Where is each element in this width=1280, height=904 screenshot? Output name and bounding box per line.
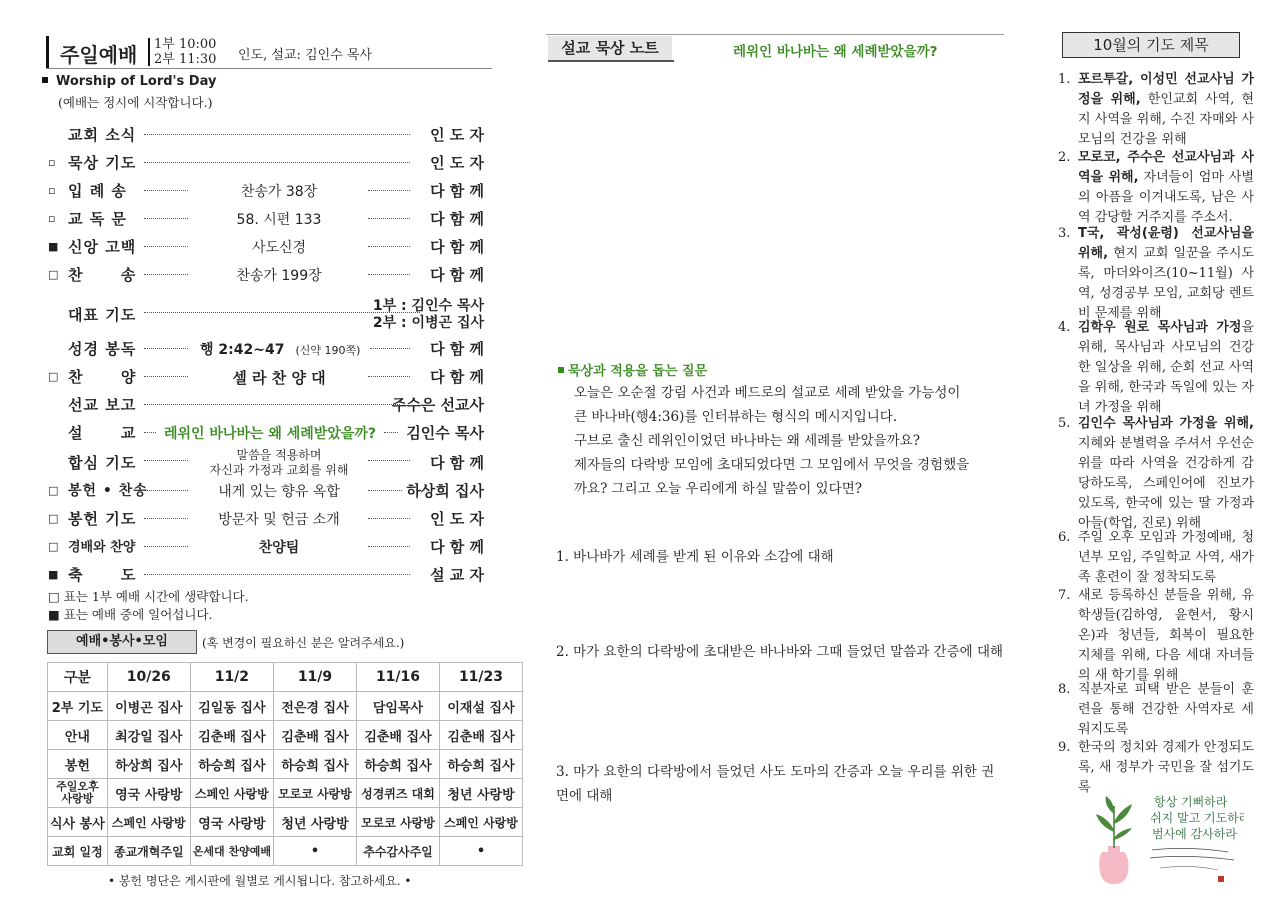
table-cell: 스페인 사랑방 <box>107 808 190 837</box>
legend-filled: ■ 표는 예배 중에 일어섭니다. <box>48 607 213 622</box>
leader-dots <box>144 218 188 219</box>
order-leader: 다 함 께 <box>430 368 484 386</box>
leader-dots <box>368 274 410 275</box>
order-detail: 내게 있는 향유 옥합 <box>218 484 340 500</box>
order-leader: 하상희 집사 <box>406 482 484 500</box>
order-detail-second: 자신과 가정과 교회를 위해 <box>209 463 349 477</box>
leader-dots <box>144 162 410 163</box>
order-detail: 찬송가 38장 <box>240 184 318 200</box>
order-mark: □ <box>48 540 59 553</box>
order-leader: 인 도 자 <box>430 510 484 528</box>
column-header: 11/23 <box>439 663 522 692</box>
leader-dots <box>144 574 410 575</box>
sermon-title-underline <box>548 60 674 62</box>
order-leader: 다 함 께 <box>430 266 484 284</box>
leader-dots <box>368 218 410 219</box>
prayer-item: 6. 주일 오후 모임과 가정예배, 청년부 모임, 주일학교 사역, 새가족 훈련이 잘 정착되도록 <box>1058 530 1254 585</box>
worship-leader: 인도, 설교: 김인수 목사 <box>238 48 372 63</box>
order-mark: □ <box>48 484 59 497</box>
service-note: (혹 변경이 필요하신 분은 알려주세요.) <box>202 636 405 650</box>
table-cell: 추수감사주일 <box>356 837 439 866</box>
leader-dots <box>144 190 188 191</box>
order-mark: □ <box>48 370 59 383</box>
header-rule <box>46 68 492 69</box>
order-leader: 다 함 께 <box>430 538 484 556</box>
order-mark: ▫ <box>48 156 56 169</box>
worship-note: (예배는 정시에 시작합니다.) <box>58 95 213 110</box>
order-name: 대표 기도 <box>68 306 137 324</box>
table-row <box>48 837 523 866</box>
table-cell: 이재설 집사 <box>439 692 522 721</box>
table-cell: 온세대 찬양예배 <box>190 837 273 866</box>
table-cell: 봉헌 <box>48 750 108 779</box>
leader-dots <box>144 246 188 247</box>
table-cell: 스페인 사랑방 <box>190 779 273 808</box>
table-cell: 이병곤 집사 <box>107 692 190 721</box>
leader-dots <box>144 274 188 275</box>
table-cell: 하승희 집사 <box>439 750 522 779</box>
order-name: 축 도 <box>68 566 137 584</box>
order-name: 교회 소식 <box>68 126 137 144</box>
table-cell: • <box>439 837 522 866</box>
order-leader: 주수은 선교사 <box>391 396 484 414</box>
order-row <box>48 338 484 360</box>
table-cell: 하승희 집사 <box>273 750 356 779</box>
order-name: 선교 보고 <box>68 396 137 414</box>
order-leader: 1부 : 김인수 목사 <box>372 298 484 314</box>
leader-dots <box>144 518 188 519</box>
leader-dots <box>144 134 410 135</box>
order-detail: 찬송가 199장 <box>236 268 322 284</box>
table-cell: 교회 일정 <box>48 837 108 866</box>
leader-dots <box>144 460 188 461</box>
order-mark: ▫ <box>48 184 56 197</box>
leader-dots <box>370 348 410 349</box>
table-cell: 식사 봉사 <box>48 808 108 837</box>
leader-dots <box>144 490 188 491</box>
order-leader: 다 함 께 <box>430 182 484 200</box>
order-row <box>48 366 484 388</box>
table-cell: 김춘배 집사 <box>356 721 439 750</box>
time-first: 1부 10:00 <box>154 37 217 52</box>
order-name: 찬 송 <box>68 266 137 284</box>
table-cell: 안내 <box>48 721 108 750</box>
order-mark: ■ <box>48 568 59 581</box>
column-header: 11/2 <box>190 663 273 692</box>
table-cell: 최강일 집사 <box>107 721 190 750</box>
intro-line: 오늘은 오순절 강림 사건과 베드로의 설교로 세례 받았을 가능성이 <box>574 385 961 401</box>
prayer-title: 10월의 기도 제목 <box>1062 32 1240 58</box>
legend-open: □ 표는 1부 예배 시간에 생략합니다. <box>48 589 249 604</box>
order-leader: 김인수 목사 <box>406 424 484 442</box>
prayer-item: 8. 직분자로 피택 받은 분들이 훈련을 통해 건강한 사역자로 세워지도록 <box>1058 682 1254 737</box>
table-cell: 김일동 집사 <box>190 692 273 721</box>
table-cell: 담임목사 <box>356 692 439 721</box>
order-leader: 다 함 께 <box>430 210 484 228</box>
time-second: 2부 11:30 <box>154 52 217 67</box>
prayer-item: 9. 한국의 정치와 경제가 안정되도록, 새 정부가 국민을 잘 섬기도록 <box>1058 740 1254 795</box>
leader-dots <box>368 518 410 519</box>
order-leader-second: 2부 : 이병곤 집사 <box>372 315 484 331</box>
order-row <box>48 152 484 174</box>
order-leader: 인 도 자 <box>430 154 484 172</box>
order-name: 설 교 <box>68 424 137 442</box>
leader-dots <box>384 432 398 433</box>
bullet-square <box>42 77 48 83</box>
leader-dots <box>368 460 410 461</box>
intro-line: 제자들의 다락방 모임에 초대되었다면 그 모임에서 무엇을 경험했을 <box>574 457 970 473</box>
order-name: 묵상 기도 <box>68 154 137 172</box>
column-header: 10/26 <box>107 663 190 692</box>
order-name: 봉헌 기도 <box>68 510 137 528</box>
question-item: 1. 바나바가 세례를 받게 된 이유와 소감에 대해 <box>556 549 834 565</box>
order-mark: ■ <box>48 240 59 253</box>
worship-title: 주일예배 <box>60 43 138 67</box>
bullet-square <box>558 367 564 373</box>
order-mark: □ <box>48 268 59 281</box>
prayer-item: 1. 포르투갈, 이성민 선교사님 가정을 위해, 한인교회 사역, 현지 사역을 위해, 수진 자매와 사모님의 건강을 위해 <box>1058 72 1255 147</box>
order-detail: 말씀을 적용하며 <box>236 448 322 462</box>
table-row <box>48 721 523 750</box>
prayer-item: 3. T국, 곽성(윤령) 선교사님을 위해, 현지 교회 일꾼을 주시도록, 마더와이즈(10~11월) 사역, 성경공부 모임, 교회당 렌트비 문제를 위해 <box>1058 226 1254 321</box>
leader-dots <box>368 490 402 491</box>
leader-dots <box>368 546 410 547</box>
order-leader: 다 함 께 <box>430 340 484 358</box>
order-name: 합심 기도 <box>68 454 137 472</box>
prayer-item: 4. 김학우 원로 목사님과 가정을 위해, 목사님과 사모님의 건강한 일상을 위해, 순회 선교 사역을 위해, 한국과 독일에 있는 자녀 가정을 위해 <box>1058 320 1254 415</box>
sermon-title: 레위인 바나바는 왜 세례받았을까? <box>163 426 377 442</box>
table-cell: 청년 사랑방 <box>273 808 356 837</box>
table-cell: 종교개혁주일 <box>107 837 190 866</box>
order-detail-page: (신약 190쪽) <box>295 344 361 357</box>
leader-dots <box>144 348 188 349</box>
leader-dots <box>368 246 410 247</box>
leader-dots <box>368 376 410 377</box>
title-divider <box>148 38 150 66</box>
leader-dots <box>144 546 188 547</box>
table-row <box>48 808 523 837</box>
service-tab: 예배•봉사•모임 <box>47 630 197 654</box>
title-bar <box>46 36 49 68</box>
leader-dots <box>368 190 410 191</box>
table-cell: 하상희 집사 <box>107 750 190 779</box>
table-cell: • <box>273 837 356 866</box>
table-cell: 성경퀴즈 대회 <box>356 779 439 808</box>
order-mark: ▫ <box>48 212 56 225</box>
order-row <box>48 124 484 146</box>
leader-dots <box>144 432 156 433</box>
column-header: 11/9 <box>273 663 356 692</box>
order-mark: □ <box>48 512 59 525</box>
table-header-row <box>48 663 523 692</box>
intro-line: 구브로 출신 레위인이었던 바나바는 왜 세례를 받았을까요? <box>574 433 920 449</box>
order-leader: 인 도 자 <box>430 126 484 144</box>
order-leader: 다 함 께 <box>430 238 484 256</box>
order-row <box>48 264 484 286</box>
table-cell: 영국 사랑방 <box>107 779 190 808</box>
order-row <box>48 446 484 480</box>
order-leader: 설 교 자 <box>430 566 484 584</box>
table-cell: 김춘배 집사 <box>190 721 273 750</box>
sermon-notes-title: 설교 묵상 노트 <box>548 36 672 60</box>
prayer-item: 5. 김인수 목사님과 가정을 위해, 지혜와 분별력을 주셔서 우선순위를 따라 사역을 건강하게 감당하도록, 스페인어에 진보가 있도록, 한국에 있는 딸 가정과 아들(학업, 진로) 위해 <box>1058 416 1254 531</box>
order-name: 입 례 송 <box>68 182 127 200</box>
prayer-item: 7. 새로 등록하신 분들을 위해, 유학생들(김하영, 윤현서, 황시온)과 청년들, 회복이 필요한 지체를 위해, 다음 세대 자녀들의 새 학기를 위해 <box>1058 588 1254 683</box>
intro-line: 큰 바나바(행4:36)를 인터뷰하는 형식의 메시지입니다. <box>574 409 898 425</box>
schedule-footnote: • 봉헌 명단은 게시판에 월별로 게시됩니다. 참고하세요. • <box>108 874 412 888</box>
table-cell: 주일오후 사랑방 <box>48 779 108 808</box>
table-cell: 전은경 집사 <box>273 692 356 721</box>
svg-text:범사에 감사하라: 범사에 감사하라 <box>1152 827 1237 841</box>
question-item: 2. 마가 요한의 다락방에 초대받은 바나바와 그때 들었던 말씀과 간증에 대해 <box>556 644 1004 660</box>
order-row <box>48 180 484 202</box>
table-cell: 하승희 집사 <box>190 750 273 779</box>
order-detail: 방문자 및 헌금 소개 <box>218 512 340 528</box>
sermon-subtitle: 레위인 바나바는 왜 세례받았을까? <box>733 44 938 60</box>
order-name: 경배와 찬양 <box>68 540 136 555</box>
order-row <box>48 536 484 558</box>
column-header: 11/16 <box>356 663 439 692</box>
order-name: 성경 봉독 <box>68 340 137 358</box>
table-cell: 김춘배 집사 <box>439 721 522 750</box>
table-cell: 청년 사랑방 <box>439 779 522 808</box>
table-row <box>48 750 523 779</box>
service-schedule-table <box>47 662 523 866</box>
worship-times <box>154 37 216 67</box>
order-row <box>48 394 484 416</box>
order-row <box>48 508 484 530</box>
sermon-header-rule <box>546 34 1004 35</box>
table-cell: 스페인 사랑방 <box>439 808 522 837</box>
order-name: 신앙 고백 <box>68 238 137 256</box>
table-cell: 영국 사랑방 <box>190 808 273 837</box>
worship-english: Worship of Lord's Day <box>42 74 216 89</box>
order-name: 찬 양 <box>68 368 137 386</box>
svg-text:항상 기뻐하라: 항상 기뻐하라 <box>1154 795 1228 809</box>
column-header: 구분 <box>48 663 108 692</box>
order-row <box>48 422 484 444</box>
question-item: 3. 마가 요한의 다락방에서 들었던 사도 도마의 간증과 오늘 우리를 위한 권면에 대해 <box>556 764 995 804</box>
leader-dots <box>144 404 400 405</box>
order-row <box>48 208 484 230</box>
intro-line: 까요? 그리고 오늘 우리에게 하실 말씀이 있다면? <box>574 481 863 497</box>
table-row <box>48 692 523 721</box>
svg-text:쉬지 말고 기도하라: 쉬지 말고 기도하라 <box>1150 811 1244 825</box>
order-row <box>48 236 484 258</box>
order-name: 교 독 문 <box>68 210 127 228</box>
table-cell: 김춘배 집사 <box>273 721 356 750</box>
order-detail: 셀 라 찬 양 대 <box>232 369 326 387</box>
question-heading: 묵상과 적용을 돕는 질문 <box>558 360 707 379</box>
order-leader: 다 함 께 <box>430 454 484 472</box>
table-row <box>48 779 523 808</box>
table-cell: 하승희 집사 <box>356 750 439 779</box>
calligraphy-artwork <box>1088 792 1244 888</box>
order-row <box>48 300 484 334</box>
prayer-item: 2. 모로코, 주수은 선교사님과 사역을 위해, 자녀들이 엄마 사별의 아픔을 이겨내도록, 남은 사역 감당할 거주지를 주소서. <box>1058 150 1254 225</box>
plant-vase-icon <box>1088 792 1244 888</box>
table-cell: 2부 기도 <box>48 692 108 721</box>
table-cell: 모로코 사랑방 <box>356 808 439 837</box>
order-row <box>48 480 484 502</box>
order-detail: 사도신경 <box>251 240 307 256</box>
order-detail: 찬양팀 <box>258 540 300 556</box>
order-row <box>48 564 484 586</box>
table-cell: 모로코 사랑방 <box>273 779 356 808</box>
order-detail: 행 2:42~47 <box>200 342 285 358</box>
order-name: 봉헌 • 찬송 <box>68 483 148 499</box>
leader-dots <box>144 376 188 377</box>
order-detail: 58. 시편 133 <box>236 212 322 228</box>
